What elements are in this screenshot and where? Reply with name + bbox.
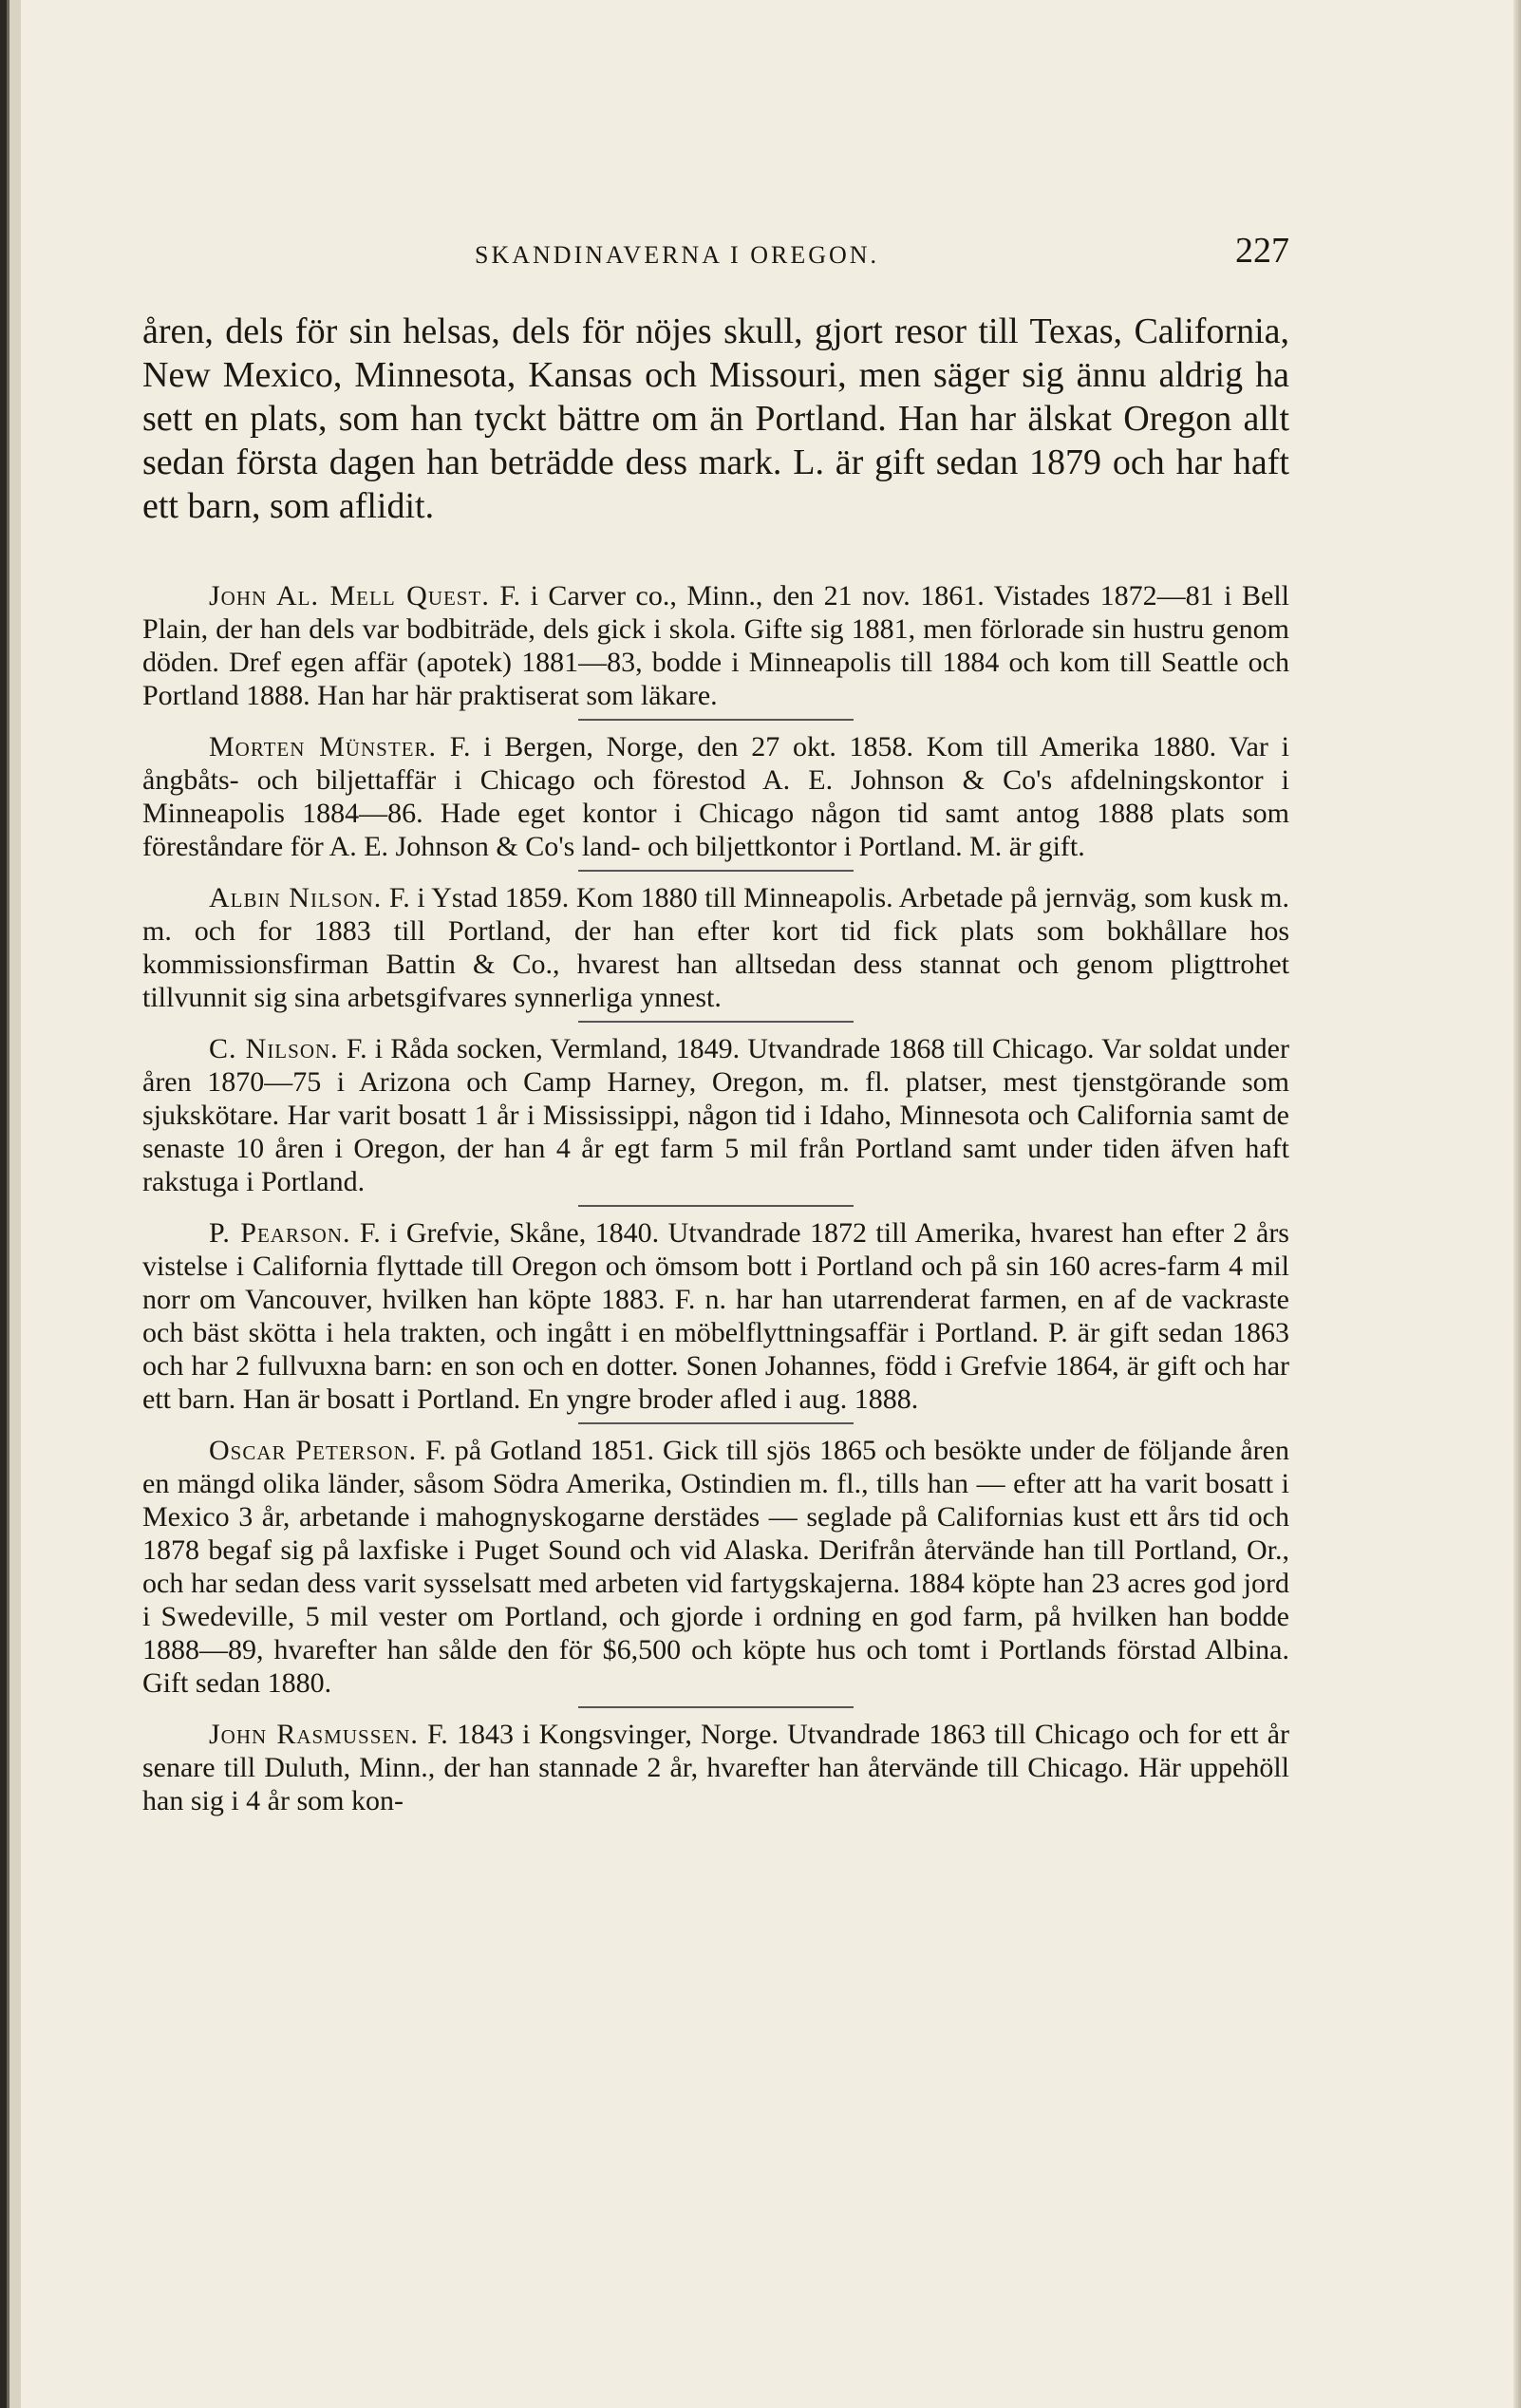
biography-entry (142, 1718, 1289, 1817)
entry-divider (578, 870, 854, 872)
entry-divider (578, 1422, 854, 1424)
page-outer-edge (1513, 0, 1521, 2408)
entry-name: Oscar Peterson. (209, 1435, 418, 1466)
continued-paragraph: åren, dels för sin helsas, dels för nöjes skull, gjort resor till Texas, California, New Mexico, Minnesota, Kansas och Missouri, men säger sig ännu aldrig ha sett en plats, som han tyckt bättre om än Portland. Han har älskat Oregon allt sedan första dagen han beträdde dess mark. L. är gift sedan 1879 och har haft ett barn, som aflidit. (142, 311, 1289, 526)
biography-entry (142, 1032, 1289, 1198)
entry-name: John Al. Mell Quest. (209, 580, 490, 611)
entry-name: P. Pearson. (209, 1217, 351, 1249)
entry-name: John Rasmussen. (209, 1719, 419, 1750)
entry-text: F. i Råda socken, Vermland, 1849. Utvandrade 1868 till Chicago. Var soldat under åren 1870—75 i Arizona och Camp Harney, Oregon, m. fl. platser, mest tjenstgörande som sjukskötare. Har varit bosatt 1 år i Mississippi, någon tid i Idaho, Minnesota och California samt de senaste 10 åren i Oregon, der han 4 år egt farm 5 mil från Portland samt under tiden äfven haft rakstuga i Portland. (142, 1033, 1289, 1197)
page-binding-edge (0, 0, 21, 2408)
page-body (142, 310, 1289, 1817)
page-header (142, 220, 1289, 277)
entry-divider (578, 719, 854, 721)
entry-name: Morten Münster. (209, 731, 437, 762)
biography-entry (142, 730, 1289, 863)
entry-text: F. 1843 i Kongsvinger, Norge. Utvandrade 1863 till Chicago och for ett år senare till Duluth, Minn., der han stannade 2 år, hvarefter han återvände till Chicago. Här uppehöll han sig i 4 år som kon- (142, 1719, 1289, 1816)
entry-name: Albin Nilson. (209, 882, 383, 913)
biography-entry (142, 579, 1289, 712)
biography-entry (142, 1434, 1289, 1700)
entry-text: F. i Grefvie, Skåne, 1840. Utvandrade 1872 till Amerika, hvarest han efter 2 års vistelse i California flyttade till Oregon och ömsom bott i Portland och på sin 160 acres-farm 4 mil norr om Vancouver, hvilken han köpte 1883. F. n. har han utarrenderat farmen, en af de vackraste och bäst skötta i hela trakten, och ingått i en möbelflyttningsaffär i Portland. P. är gift sedan 1863 och har 2 fullvuxna barn: en son och en dotter. Sonen Johannes, född i Grefvie 1864, är gift och har ett barn. Han är bosatt i Portland. En yngre broder afled i aug. 1888. (142, 1217, 1289, 1415)
entry-text: F. på Gotland 1851. Gick till sjös 1865 och besökte under de följande åren en mängd olika länder, såsom Södra Amerika, Ostindien m. fl., tills han — efter att ha varit bosatt i Mexico 3 år, arbetande i mahognyskogarne derstädes — seglade på Californias kust ett års tid och 1878 begaf sig på laxfiske i Puget Sound och vid Alaska. Derifrån återvände han till Portland, Or., och har sedan dess varit sysselsatt med arbeten vid fartygskajerna. 1884 köpte han 23 acres god jord i Swedeville, 5 mil vester om Portland, och gjorde i ordning en god farm, på hvilken han bodde 1888—89, hvarefter han sålde den för $6,500 och köpte hus och tomt i Portlands förstad Albina. Gift sedan 1880. (142, 1435, 1289, 1699)
running-title: SKANDINAVERNA I OREGON. (475, 241, 880, 269)
entry-text: F. i Ystad 1859. Kom 1880 till Minneapolis. Arbetade på jernväg, som kusk m. m. och for 1883 till Portland, der han efter kort tid fick plats som bokhållare hos kommissionsfirman Battin & Co., hvarest han alltsedan dess stannat och genom pligttrohet tillvunnit sig sina arbetsgifvares synnerliga ynnest. (142, 882, 1289, 1013)
entry-divider (578, 1205, 854, 1207)
entry-text: F. i Carver co., Minn., den 21 nov. 1861. Vistades 1872—81 i Bell Plain, der han dels var bodbiträde, dels gick i skola. Gifte sig 1881, men förlorade sin hustru genom döden. Dref egen affär (apotek) 1881—83, bodde i Minneapolis till 1884 och kom till Seattle och Portland 1888. Han har här praktiserat som läkare. (142, 580, 1289, 711)
biography-entry (142, 1216, 1289, 1416)
biography-entry (142, 881, 1289, 1014)
entry-text: F. i Bergen, Norge, den 27 okt. 1858. Kom till Amerika 1880. Var i ångbåts- och biljettaffär i Chicago och förestod A. E. Johnson & Co's afdelningskontor i Minneapolis 1884—86. Hade eget kontor i Chicago någon tid samt antog 1888 plats som föreståndare för A. E. Johnson & Co's land- och biljettkontor i Portland. M. är gift. (142, 731, 1289, 862)
entry-divider (578, 1021, 854, 1023)
entry-divider (578, 1706, 854, 1708)
page-number: 227 (1235, 231, 1289, 271)
entry-name: C. Nilson. (209, 1033, 339, 1064)
